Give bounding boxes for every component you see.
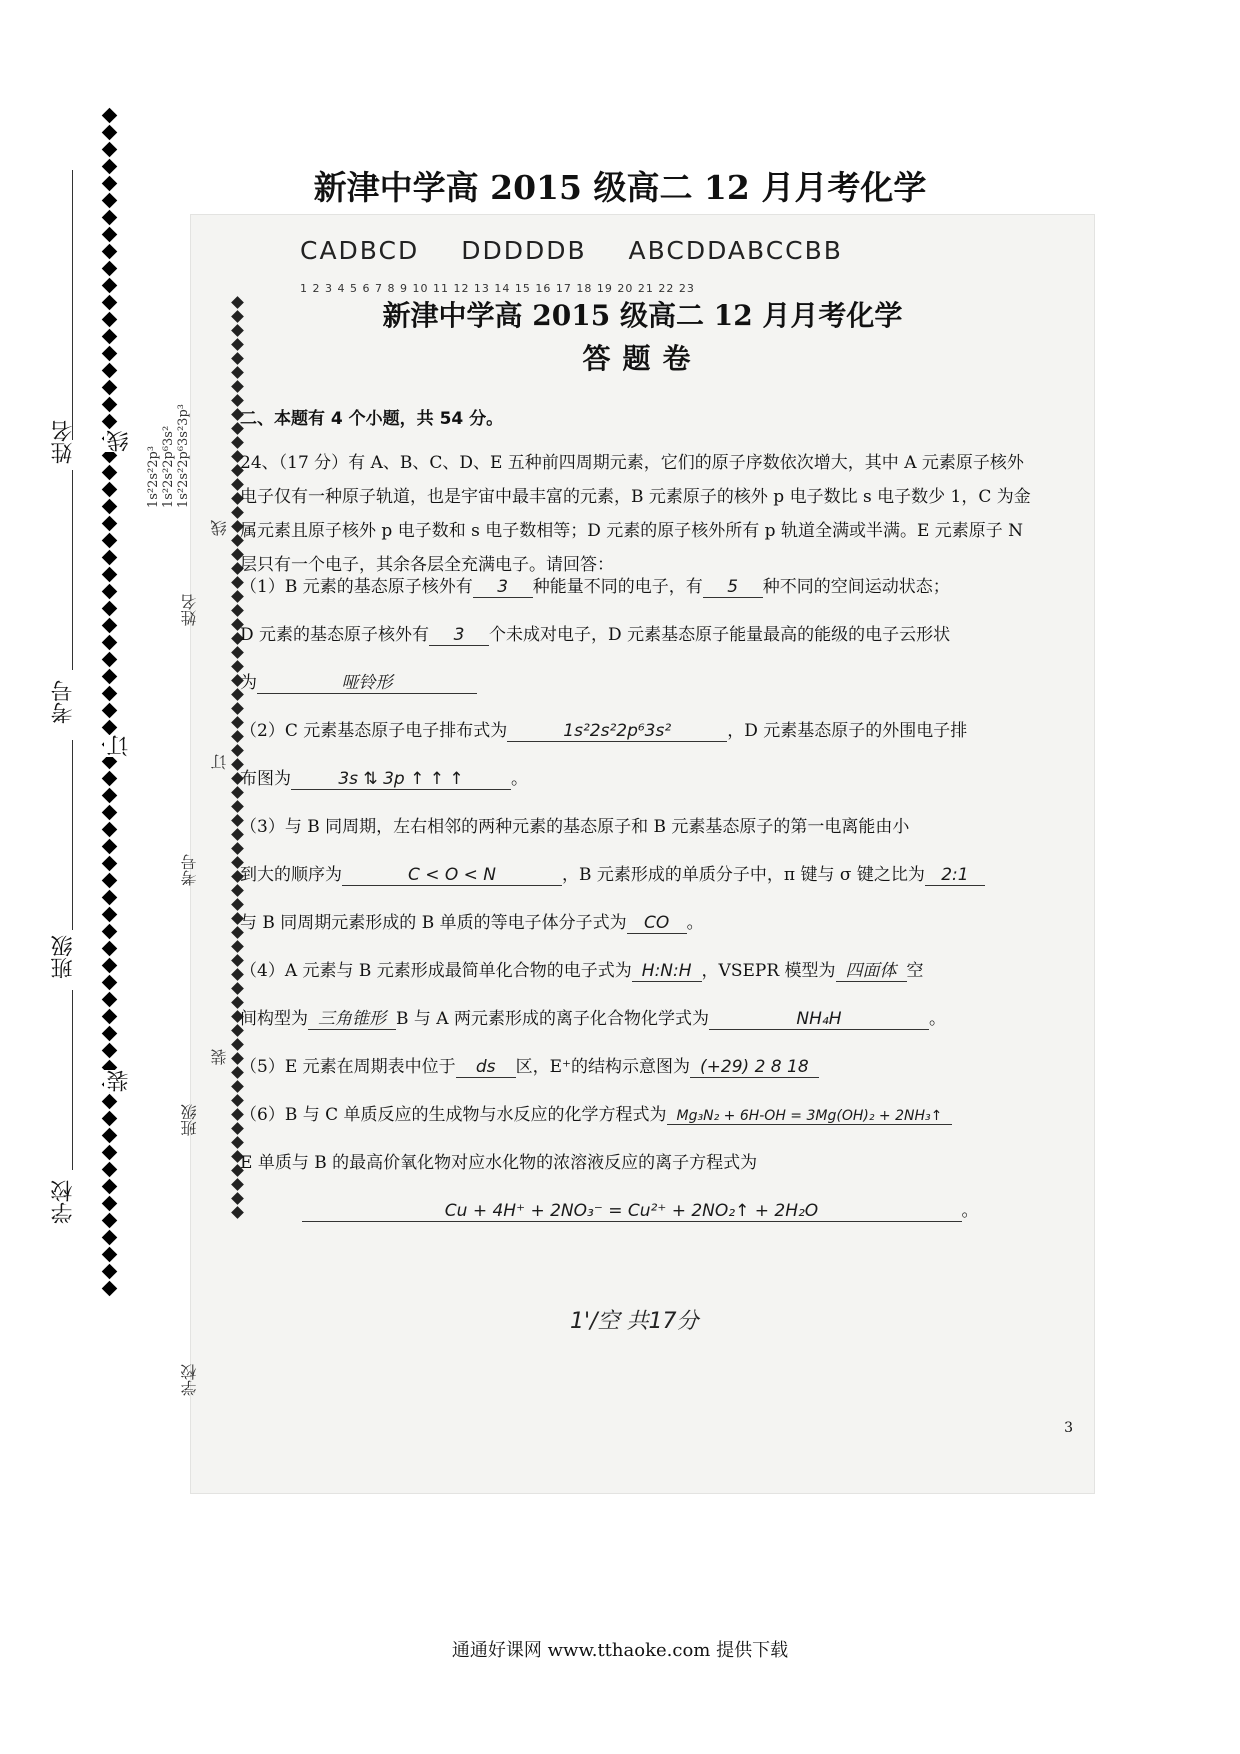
diamond-ornament <box>231 884 244 897</box>
diamond-ornament <box>101 958 117 974</box>
question-1b <box>240 620 1060 646</box>
q4b-answer-1: 三角锥形 <box>308 1004 396 1030</box>
binding-mark-bind: 装 <box>104 1070 135 1092</box>
q3b-answer-2: 2:1 <box>925 865 985 886</box>
diamond-ornament <box>101 516 117 532</box>
diamond-ornament <box>101 533 117 549</box>
q4a-text-mid: ，VSEPR 模型为 <box>701 961 836 981</box>
q1b-answer: 3 <box>429 625 489 646</box>
diamond-ornament <box>231 1136 244 1149</box>
question-6a <box>240 1100 1060 1125</box>
question-5 <box>240 1052 1060 1078</box>
diamond-ornament <box>101 1247 117 1263</box>
q2a-text: （2）C 元素基态原子电子排布式为 <box>240 721 508 741</box>
diamond-ornament <box>101 1009 117 1025</box>
binding-label-school: 学校 <box>51 1180 76 1224</box>
margin-electron-notes: 1s²2s²2p³ 1s²2s²2p⁶3s² 1s²2s²2p⁶3s²3p³ <box>146 404 191 509</box>
q6a-answer: Mg₃N₂ + 6H-OH = 3Mg(OH)₂ + 2NH₃↑ <box>667 1108 953 1125</box>
question-6b: E 单质与 B 的最高价氧化物对应水化物的浓溶液反应的离子方程式为 <box>240 1153 758 1173</box>
diamond-ornament <box>101 1128 117 1144</box>
scan-side-label-school: 学校 <box>180 1364 199 1396</box>
diamond-ornament <box>101 550 117 566</box>
diamond-ornament <box>101 142 117 158</box>
diamond-ornament <box>101 873 117 889</box>
diamond-ornament <box>101 227 117 243</box>
q2a-answer: 1s²2s²2p⁶3s² <box>507 721 727 742</box>
q4b-text: 间构型为 <box>240 1009 308 1029</box>
scan-side-mark-line: 线 <box>210 520 229 536</box>
binding-label-name: 姓名 <box>51 420 76 464</box>
q6a-text: （6）B 与 C 单质反应的生成物与水反应的化学方程式为 <box>240 1105 667 1125</box>
diamond-ornament <box>101 720 117 736</box>
question-1c <box>240 668 1060 694</box>
diamond-ornament <box>101 244 117 260</box>
diamond-ornament <box>101 329 117 345</box>
binding-label-id: 考号 <box>51 680 76 724</box>
grading-note: 1'/空 共17分 <box>570 1309 699 1334</box>
diamond-ornament <box>231 380 244 393</box>
diamond-ornament <box>101 312 117 328</box>
diamond-ornament <box>101 380 117 396</box>
q3b-text: 到大的顺序为 <box>240 865 342 885</box>
binding-diamond-column <box>100 105 118 1645</box>
diamond-ornament <box>231 1080 244 1093</box>
diamond-ornament <box>101 1111 117 1127</box>
diamond-ornament <box>101 278 117 294</box>
diamond-ornament <box>101 652 117 668</box>
q1a-text-mid: 种能量不同的电子，有 <box>532 577 703 597</box>
answers-group-3: ABCDDABCCBB <box>628 236 843 265</box>
diamond-ornament <box>101 1094 117 1110</box>
binding-mark-line: 线 <box>104 430 135 452</box>
handwritten-choice-answers <box>300 236 875 265</box>
scanned-answer-sheet <box>146 214 1095 1494</box>
diamond-ornament <box>101 1213 117 1229</box>
diamond-ornament <box>101 992 117 1008</box>
page-title: 新津中学高 2015 级高二 12 月月考化学 <box>313 168 927 207</box>
footer-source: 通通好课网 www.tthaoke.com 提供下载 <box>451 1640 789 1661</box>
diamond-ornament <box>101 924 117 940</box>
question-4b: 间构型为 三角锥形 B 与 A 两元素形成的离子化合物化学式为 NH₄H 。 <box>240 1004 1060 1030</box>
q3b-text-mid: ，B 元素形成的单质分子中，π 键与 σ 键之比为 <box>562 865 925 885</box>
diamond-ornament <box>101 567 117 583</box>
question-2a <box>240 716 1060 742</box>
q1a-answer-2: 5 <box>703 577 763 598</box>
diamond-ornament <box>101 839 117 855</box>
diamond-ornament <box>101 890 117 906</box>
q3b-answer-1: C < O < N <box>342 865 562 886</box>
diamond-ornament <box>101 686 117 702</box>
diamond-ornament <box>101 635 117 651</box>
binding-line-name <box>72 170 73 440</box>
q5-answer-2: (+29) 2 8 18 <box>690 1057 819 1078</box>
q2a-text-post: ，D 元素基态原子的外围电子排 <box>727 721 968 741</box>
diamond-ornament <box>101 1179 117 1195</box>
q4b-answer-2: NH₄H <box>709 1009 929 1030</box>
scan-side-mark-bind: 装 <box>210 1049 229 1065</box>
diamond-ornament <box>231 702 244 715</box>
q5-answer-1: ds <box>456 1057 516 1078</box>
q2b-orbital-diagram: 3s ⇅ 3p ↑ ↑ ↑ <box>291 769 511 790</box>
question-24-intro: 24、（17 分）有 A、B、C、D、E 五种前四周期元素，它们的原子序数依次增大，其中 A 元素原子核外电子仅有一种原子轨道，也是宇宙中最丰富的元素，B 元素原子的核外 p 电子数比 s 电子数少 1，C 为金属元素且原子核外 p 电子数和 s 电子数相等；D 元素的原子核外所有 p 轨道全满或半满。E 元素原子 N 层只有一个电子，其余各层全充满电子。请回答： <box>240 453 1031 575</box>
q2b-text: 布图为 <box>240 769 291 789</box>
diamond-ornament <box>231 1038 244 1051</box>
diamond-ornament <box>101 941 117 957</box>
diamond-ornament <box>101 822 117 838</box>
diamond-ornament <box>101 397 117 413</box>
scan-side-label-class: 班级 <box>180 1104 199 1136</box>
q1c-text: 为 <box>240 673 257 693</box>
diamond-ornament <box>101 618 117 634</box>
answer-question-numbers: 1 2 3 4 5 6 7 8 9 10 11 12 13 14 15 16 17 18 19 20 21 22 23 <box>300 282 695 295</box>
answers-group-1: CADBCD <box>300 236 420 265</box>
diamond-ornament <box>101 125 117 141</box>
diamond-ornament <box>101 210 117 226</box>
binding-label-class: 班级 <box>51 935 76 979</box>
diamond-ornament <box>101 482 117 498</box>
answers-group-2: DDDDDB <box>461 236 587 265</box>
q5-text: （5）E 元素在周期表中位于 <box>240 1057 456 1077</box>
diamond-ornament <box>101 907 117 923</box>
diamond-ornament <box>231 646 244 659</box>
question-3a: （3）与 B 同周期，左右相邻的两种元素的基态原子和 B 元素基态原子的第一电离能由小 <box>240 817 910 837</box>
diamond-ornament <box>101 788 117 804</box>
binding-mark-order: 订 <box>104 735 135 757</box>
section-heading: 二、本题有 4 个小题，共 54 分。 <box>240 409 504 429</box>
scan-side-label-id: 考号 <box>180 854 199 886</box>
question-1a <box>240 572 1060 598</box>
diamond-ornament <box>101 669 117 685</box>
diamond-ornament <box>101 584 117 600</box>
q4a-text: （4）A 元素与 B 元素形成最简单化合物的电子式为 <box>240 961 632 981</box>
question-6c: Cu + 4H⁺ + 2NO₃⁻ = Cu²⁺ + 2NO₂↑ + 2H₂O 。 <box>240 1196 1040 1222</box>
q5-text-mid: 区，E⁺的结构示意图为 <box>515 1057 691 1077</box>
diamond-ornament <box>101 856 117 872</box>
question-3b <box>240 860 1060 886</box>
diamond-ornament <box>101 1281 117 1297</box>
question-2b: 布图为 3s ⇅ 3p ↑ ↑ ↑ 。 <box>240 769 528 789</box>
question-4a <box>240 956 1060 982</box>
q4a-answer-2: 四面体 <box>836 956 907 982</box>
q3c-answer: CO <box>627 913 687 934</box>
diamond-ornament <box>231 800 244 813</box>
diamond-ornament <box>231 1178 244 1191</box>
diamond-ornament <box>101 465 117 481</box>
q1c-answer: 哑铃形 <box>257 668 477 694</box>
diamond-ornament <box>101 975 117 991</box>
binding-line-class <box>72 740 73 930</box>
diamond-ornament <box>101 601 117 617</box>
diamond-ornament <box>231 982 244 995</box>
q1b-text: D 元素的基态原子核外有 <box>240 625 430 645</box>
diamond-ornament <box>101 363 117 379</box>
diamond-ornament <box>101 805 117 821</box>
sheet-subtitle: 答题卷 <box>582 342 703 375</box>
q3c-text: 与 B 同周期元素形成的 B 单质的等电子体分子式为 <box>240 913 627 933</box>
q4a-answer-1: H:N:H <box>632 961 702 982</box>
diamond-ornament <box>101 1026 117 1042</box>
diamond-ornament <box>231 842 244 855</box>
diamond-ornament <box>101 295 117 311</box>
q4a-text-post: 空 <box>906 961 924 981</box>
q6c-answer: Cu + 4H⁺ + 2NO₃⁻ = Cu²⁺ + 2NO₂↑ + 2H₂O <box>302 1201 962 1222</box>
binding-line-school <box>72 990 73 1170</box>
diamond-ornament <box>101 108 117 124</box>
scan-side-mark-order: 订 <box>210 754 229 770</box>
q4b-text-mid: B 与 A 两元素形成的离子化合物化学式为 <box>396 1009 709 1029</box>
q1a-answer-1: 3 <box>473 577 533 598</box>
diamond-ornament <box>101 1145 117 1161</box>
q1b-text-post: 个未成对电子，D 元素基态原子能量最高的能级的电子云形状 <box>489 625 951 645</box>
diamond-ornament <box>101 346 117 362</box>
diamond-ornament <box>231 744 244 757</box>
diamond-ornament <box>101 414 117 430</box>
diamond-ornament <box>101 499 117 515</box>
diamond-ornament <box>101 703 117 719</box>
diamond-ornament <box>231 940 244 953</box>
q1a-text-post: 种不同的空间运动状态； <box>762 577 950 597</box>
diamond-ornament <box>101 771 117 787</box>
page-number: 3 <box>1064 1420 1073 1436</box>
diamond-ornament <box>101 1043 117 1059</box>
diamond-ornament <box>101 261 117 277</box>
diamond-ornament <box>101 1162 117 1178</box>
diamond-ornament <box>101 1264 117 1280</box>
diamond-ornament <box>231 604 244 617</box>
q1a-text: （1）B 元素的基态原子核外有 <box>240 577 473 597</box>
scan-side-label-name: 姓名 <box>180 594 199 626</box>
question-3c: 与 B 同周期元素形成的 B 单质的等电子体分子式为 CO 。 <box>240 913 704 933</box>
binding-line-id <box>72 470 73 670</box>
sheet-title: 新津中学高 2015 级高二 12 月月考化学 <box>382 299 903 332</box>
diamond-ornament <box>101 1230 117 1246</box>
diamond-ornament <box>101 1196 117 1212</box>
